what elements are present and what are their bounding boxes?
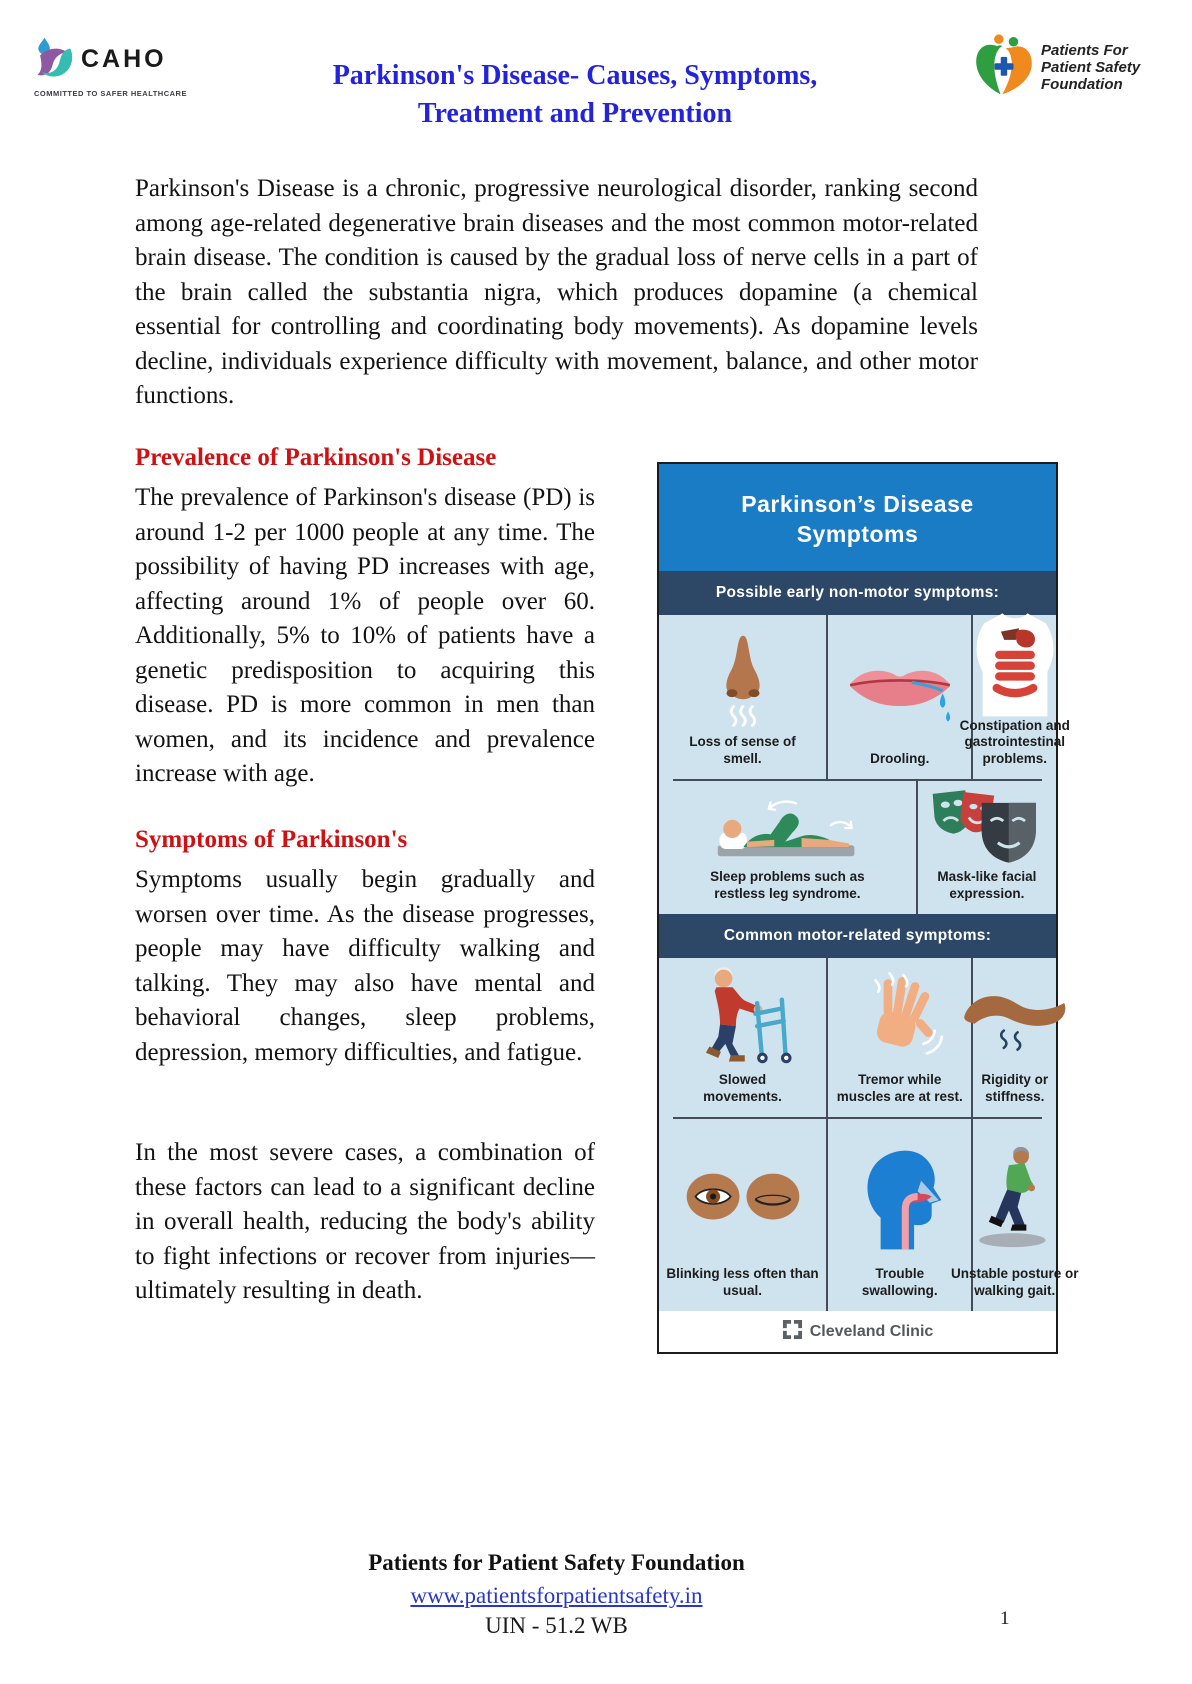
- throat-profile-icon: [856, 1119, 944, 1266]
- caho-bird-icon: [33, 36, 79, 87]
- cell-constipation: [959, 615, 1070, 779]
- prevalence-heading: Prevalence of Parkinson's Disease: [135, 444, 497, 471]
- cell-rigidity-label: Rigidity or stiffness.: [981, 1072, 1049, 1104]
- gi-tract-icon: [969, 602, 1061, 718]
- intro-paragraph: Parkinson's Disease is a chronic, progressive neurological disorder, ranking second among age-related degenerative brain diseases and the most common motor-related brain disease. The condition is caused by the gradual loss of nerve cells in a part of the brain called the substantia nigra, which produces dopamine (a chemical essential for controlling and coordinating body movements). As dopamine levels decline, individuals experience difficulty with movement, balance, and other motor functions.: [135, 175, 978, 409]
- cell-tremor-label: Tremor while muscles are at rest.: [836, 1072, 963, 1104]
- pfpsf-wordmark: Patients For Patient Safety Foundation: [1041, 42, 1141, 93]
- cell-sleep-label: Sleep problems such as restless leg syndrome.: [710, 869, 865, 901]
- footer-url: [135, 1583, 978, 1609]
- pfpsf-heart-icon: [973, 30, 1035, 105]
- cell-swallowing-label: Trouble swallowing.: [861, 1266, 938, 1298]
- motor-row-2: [659, 1119, 1079, 1311]
- cell-slowed-label: Slowed movements.: [703, 1072, 782, 1104]
- cell-smell: [659, 615, 826, 779]
- cell-blinking-label: Blinking less often than usual.: [666, 1266, 819, 1298]
- prevalence-paragraph: The prevalence of Parkinson's disease (PD) is around 1-2 per 1000 people at any time. The possibility of having PD increases with age, affecting around 1% of people over 60. Additionally, 5% to 10% of patients have a genetic predisposition to acquiring this disease. PD is more common in men than women, and its incidence and prevalence increase with age.: [135, 484, 595, 787]
- cell-rigidity: [971, 958, 1056, 1117]
- caho-logo: [33, 36, 213, 98]
- footer-org-name: Patients for Patient Safety Foundation: [368, 1550, 745, 1575]
- theater-masks-icon: [923, 775, 1051, 869]
- cell-mask-label: Mask-like facial expression.: [937, 869, 1037, 901]
- footer-uin: UIN - 51.2 WB: [485, 1613, 628, 1638]
- cell-constipation-label: Constipation and gastrointestinal problems.: [959, 717, 1070, 766]
- cell-sleep: [659, 781, 916, 914]
- cell-mask: [916, 781, 1056, 914]
- infographic-credit: [659, 1311, 1056, 1352]
- symptoms-infographic: [657, 462, 1079, 1354]
- closing-paragraph: In the most severe cases, a combination of these factors can lead to a significant decline in overall health, reducing the body's ability to fight infections or recover from injuries—ultimately resulting in death.: [135, 1139, 595, 1304]
- walker-person-icon: [690, 952, 796, 1072]
- nonmotor-section-header: Possible early non-motor symptoms:: [659, 571, 1056, 615]
- nonmotor-row-1: [659, 615, 1070, 779]
- cell-tremor: [826, 958, 971, 1117]
- footer-link[interactable]: www.patientsforpatientsafety.in: [410, 1583, 703, 1608]
- infographic-title: Parkinson’s Disease Symptoms: [659, 464, 1056, 571]
- eyes-icon: [681, 1119, 805, 1266]
- cell-drooling-label: Drooling.: [870, 750, 930, 766]
- symptoms-heading: Symptoms of Parkinson's: [135, 826, 408, 853]
- cell-gait-label: Unstable posture or walking gait.: [950, 1266, 1079, 1298]
- symptoms-paragraph: Symptoms usually begin gradually and worsen over time. As the disease progresses, people may have difficulty walking and talking. They may also have mental and behavioral changes, sleep problems, depression, memory difficulties, and fatigue.: [135, 866, 595, 1066]
- cleveland-clinic-icon: [782, 1319, 803, 1345]
- motor-section-header: Common motor-related symptoms:: [659, 914, 1056, 958]
- rigid-arm-icon: [959, 958, 1071, 1072]
- page-number: 1: [1000, 1608, 1010, 1629]
- restless-legs-icon: [707, 779, 867, 869]
- pfpsf-logo: [973, 30, 1140, 105]
- credit-label: Cleveland Clinic: [809, 1322, 934, 1340]
- caho-wordmark: CAHO: [81, 45, 167, 73]
- page-title: Parkinson's Disease- Causes, Symptoms, Treatment and Prevention: [332, 60, 818, 129]
- nose-icon: [707, 615, 779, 734]
- nonmotor-row-2: [659, 781, 1056, 914]
- motor-row-1: [659, 958, 1056, 1117]
- cell-blinking: [659, 1119, 826, 1311]
- cell-slowed: [659, 958, 826, 1117]
- cell-smell-label: Loss of sense of smell.: [689, 734, 796, 766]
- caho-tagline: COMMITTED TO SAFER HEALTHCARE: [34, 89, 187, 98]
- stooped-walker-icon: [967, 1119, 1063, 1266]
- cell-gait: [950, 1119, 1079, 1311]
- tremor-hand-icon: [852, 958, 948, 1072]
